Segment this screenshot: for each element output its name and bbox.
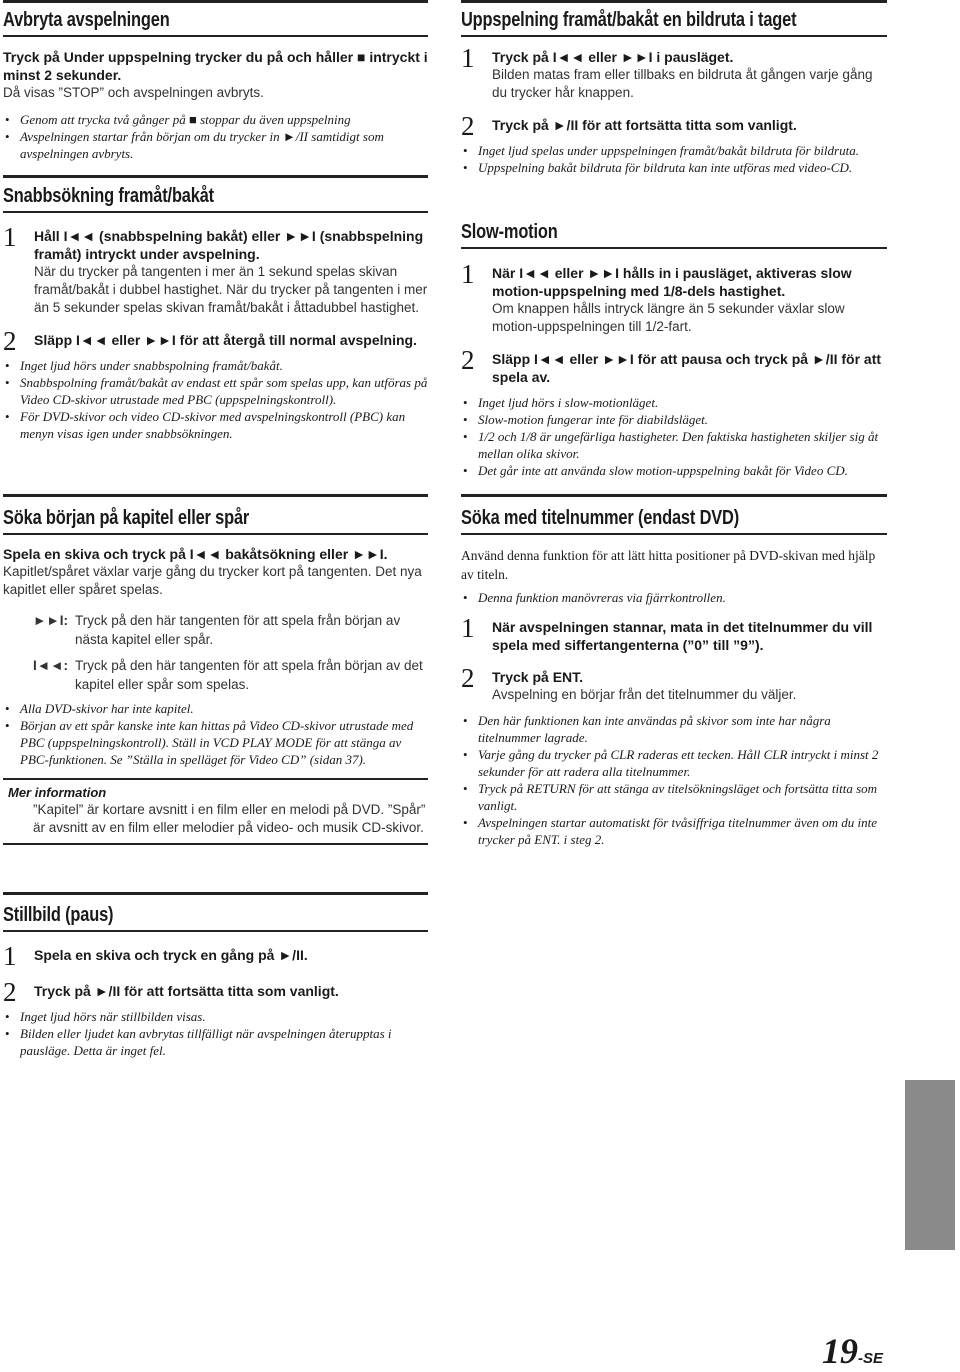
- still-step-2: [3, 977, 428, 1007]
- fast-notes: [3, 357, 428, 442]
- step-number: 2: [461, 345, 475, 375]
- titlesearch-section: [461, 494, 887, 848]
- step-desc: Avspelning en börjar från det titelnummer du väljer.: [492, 687, 797, 702]
- note-item: • Denna funktion manövreras via fjärrkontrollen.: [461, 589, 887, 606]
- step-title: Tryck på ►/II för att fortsätta titta som vanligt.: [34, 983, 339, 999]
- note-item: • Inget ljud hörs under snabbspolning framåt/bakåt.: [3, 357, 428, 374]
- step-number: 2: [3, 977, 17, 1007]
- definition-prev: [3, 656, 428, 694]
- info-box: [3, 778, 428, 845]
- titlesearch-title: Söka med titelnummer (endast DVD): [461, 507, 740, 529]
- step-number: 2: [3, 326, 17, 356]
- info-title: Mer information: [8, 785, 107, 800]
- abort-title: Avbryta avspelningen: [3, 9, 170, 31]
- note-item: • Tryck på RETURN för att stänga av titelsökningsläget och fortsätta titta som vanligt.: [461, 780, 887, 814]
- still-step-1: [3, 941, 428, 971]
- titlesearch-notes: [461, 712, 887, 848]
- step-desc: När du trycker på tangenten i mer än 1 sekund spelas skivan framåt/bakåt i dubbel hastighet. När du trycker på tangenten i mer än 5 sekunder spelas skivan framåt/bakåt i åttadubbel hastighet.: [34, 264, 428, 315]
- info-text: ”Kapitel” är kortare avsnitt i en film eller en melodi på DVD. ”Spår” är avsnitt av en film eller melodier på video- och musik CD-skivor.: [33, 802, 426, 835]
- page-number-value: 19: [822, 1331, 858, 1371]
- chapter-section: [3, 494, 428, 845]
- page-number: [822, 1330, 883, 1372]
- frame-title: Uppspelning framåt/bakåt en bildruta i taget: [461, 9, 797, 31]
- frame-section: [461, 0, 887, 176]
- slow-step-1: [461, 259, 887, 336]
- definition-next: [3, 611, 428, 649]
- note-item: • 1/2 och 1/8 är ungefärliga hastigheter. Den faktiska hastigheten skiljer sig åt mellan olika skivor.: [461, 428, 887, 462]
- note-item: • Snabbspolning framåt/bakåt av endast ett spår som spelas upp, kan utföras på Video CD-skivor utrustade med PBC (uppspelningskontroll).: [3, 374, 428, 408]
- note-item: • Början av ett spår kanske inte kan hittas på Video CD-skivor utrustade med PBC (uppspelningskontroll). Ställ in VCD PLAY MODE för att stänga av PBC-funktionen. Se ”Ställa in spelläget för Video CD” (sidan 37).: [3, 717, 428, 768]
- step-number: 2: [461, 111, 475, 141]
- frame-step-1: [461, 43, 887, 102]
- next-key-label: ►►I:: [33, 613, 68, 628]
- abort-notes: [3, 111, 428, 162]
- note-item: • Avspelningen startar från början om du trycker in ►/II samtidigt som avspelningen avbryts.: [3, 128, 428, 162]
- chapter-lead: Spela en skiva och tryck på I◄◄ bakåtsökning eller ►►I.: [3, 546, 388, 562]
- still-title: Stillbild (paus): [3, 904, 114, 926]
- step-number: 1: [461, 613, 475, 643]
- step-number: 1: [3, 941, 17, 971]
- fast-section: [3, 175, 428, 442]
- chapter-title: Söka början på kapitel eller spår: [3, 507, 250, 529]
- page-number-suffix: -SE: [858, 1350, 884, 1367]
- step-title: Spela en skiva och tryck en gång på ►/II.: [34, 947, 308, 963]
- titlesearch-intro-note: [461, 589, 887, 606]
- step-title: När I◄◄ eller ►►I hålls in i pausläget, aktiveras slow motion-uppspelning med 1/8-dels hastighet.: [492, 265, 852, 299]
- fast-title: Snabbsökning framåt/bakåt: [3, 185, 214, 207]
- note-item: • Den här funktionen kan inte användas på skivor som inte har några titelnummer lagrade.: [461, 712, 887, 746]
- fast-step-1: [3, 222, 428, 317]
- note-item: • Bilden eller ljudet kan avbrytas tillfälligt när avspelningen återupptas i pausläge. Detta är inget fel.: [3, 1025, 428, 1059]
- sidebar-tab: [905, 1080, 955, 1250]
- step-title: Tryck på I◄◄ eller ►►I i pausläget.: [492, 49, 734, 65]
- frame-step-2: [461, 111, 887, 141]
- titlesearch-intro: Använd denna funktion för att lätt hitta positioner på DVD-skivan med hjälp av titeln.: [461, 548, 876, 582]
- note-item: • Slow-motion fungerar inte för diabildsläget.: [461, 411, 887, 428]
- titlesearch-step-2: [461, 663, 887, 704]
- step-title: Tryck på ENT.: [492, 669, 584, 685]
- note-item: • Varje gång du trycker på CLR raderas ett tecken. Håll CLR intryckt i minst 2 sekunder för att radera alla titelnummer.: [461, 746, 887, 780]
- slow-section: [461, 220, 887, 479]
- note-item: • För DVD-skivor och video CD-skivor med avspelningskontroll (PBC) kan menyn visas igen under snabbsökningen.: [3, 408, 428, 442]
- note-item: • Inget ljud hörs i slow-motionläget.: [461, 394, 887, 411]
- note-item: • Inget ljud spelas under uppspelningen framåt/bakåt bildruta för bildruta.: [461, 142, 887, 159]
- chapter-definitions: [3, 611, 428, 694]
- definition-text: Tryck på den här tangenten för att spela från början av nästa kapitel eller spår.: [75, 613, 401, 647]
- note-item: • Uppspelning bakåt bildruta för bildruta kan inte utföras med video-CD.: [461, 159, 887, 176]
- step-title: Tryck på ►/II för att fortsätta titta som vanligt.: [492, 117, 797, 133]
- step-desc: Om knappen hålls intryck längre än 5 sekunder växlar slow motion-uppspelningen till 1/2-fart.: [492, 301, 845, 334]
- step-number: 1: [3, 222, 17, 252]
- note-item: • Det går inte att använda slow motion-uppspelning bakåt för Video CD.: [461, 462, 887, 479]
- step-desc: Bilden matas fram eller tillbaks en bildruta åt gången varje gång du trycker hår knappen.: [492, 67, 873, 100]
- frame-notes: [461, 142, 887, 176]
- step-number: 2: [461, 663, 475, 693]
- slow-step-2: [461, 345, 887, 386]
- note-item: • Genom att trycka två gånger på ■ stoppar du även uppspelning: [3, 111, 428, 128]
- abort-lead: Tryck på Under uppspelning trycker du på och håller ■ intryckt i minst 2 sekunder.: [3, 49, 428, 83]
- step-title: När avspelningen stannar, mata in det titelnummer du vill spela med siffertangenterna (”0” till ”9”).: [492, 619, 873, 653]
- abort-section: [3, 0, 428, 162]
- fast-step-2: [3, 326, 428, 356]
- note-item: • Avspelningen startar automatiskt för tvåsiffriga titelnummer även om du inte trycker på ENT. i steg 2.: [461, 814, 887, 848]
- note-item: • Alla DVD-skivor har inte kapitel.: [3, 700, 428, 717]
- step-title: Släpp I◄◄ eller ►►I för att återgå till normal avspelning.: [34, 332, 417, 348]
- chapter-desc: Kapitlet/spåret växlar varje gång du trycker kort på tangenten. Det nya kapitlet eller spåret spelas.: [3, 564, 422, 597]
- abort-desc: Då visas ”STOP” och avspelningen avbryts.: [3, 85, 264, 100]
- chapter-notes: [3, 700, 428, 768]
- note-item: • Inget ljud hörs när stillbilden visas.: [3, 1008, 428, 1025]
- step-title: Håll I◄◄ (snabbspelning bakåt) eller ►►I (snabbspelning framåt) intryckt under avspelning.: [34, 228, 424, 262]
- still-notes: [3, 1008, 428, 1059]
- slow-title: Slow-motion: [461, 221, 558, 243]
- still-section: [3, 892, 428, 1059]
- titlesearch-step-1: [461, 613, 887, 654]
- step-number: 1: [461, 259, 475, 289]
- step-number: 1: [461, 43, 475, 73]
- slow-notes: [461, 394, 887, 479]
- prev-key-label: I◄◄:: [33, 658, 68, 673]
- definition-text: Tryck på den här tangenten för att spela från början av det kapitel eller spår som spelas.: [75, 658, 423, 692]
- step-title: Släpp I◄◄ eller ►►I för att pausa och tryck på ►/II för att spela av.: [492, 351, 882, 385]
